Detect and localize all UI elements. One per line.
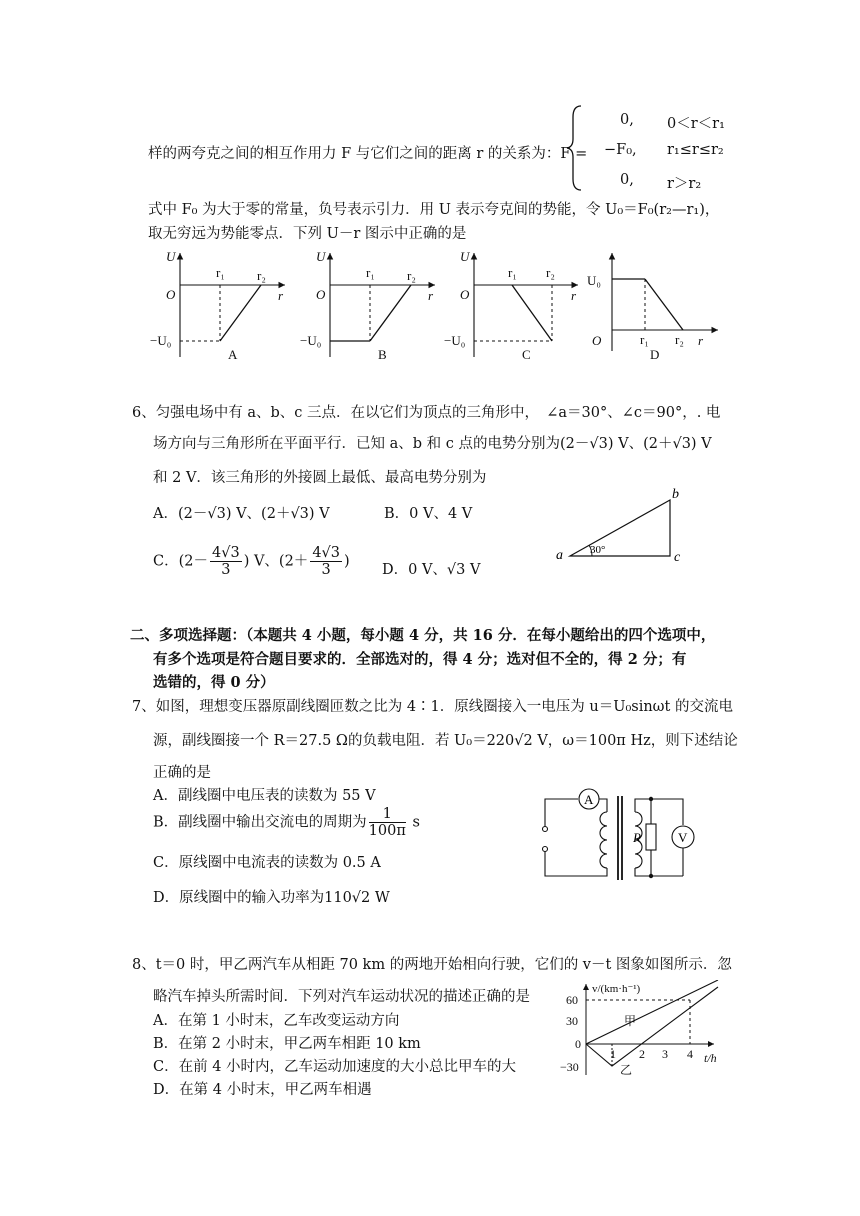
q7-option-c: C．原线圈中电流表的读数为 0.5 A <box>153 855 381 871</box>
vt-ytick-30: 30 <box>566 1014 578 1028</box>
section2-line3: 选错的，得 0 分） <box>153 674 275 691</box>
q6-optc-mid: ) V、(2＋ <box>243 553 309 570</box>
q6-line2: 场方向与三角形所在平面平行．已知 a、b 和 c 点的电势分别为(2－√3) V、(2＋√3) V <box>153 436 712 452</box>
q6-triangle <box>552 484 692 570</box>
graph-d-r2: r₂ <box>675 332 684 347</box>
intro-line2: 式中 F₀ 为大于零的常量，负号表示引力．用 U 表示夸克间的势能，令 U₀＝F₀(r₂—r₁)， <box>148 202 720 218</box>
q7-optb-unit: s <box>412 814 420 831</box>
vt-label-yi: 乙 <box>620 1063 633 1077</box>
q8-line1: 8、t＝0 时，甲乙两汽车从相距 70 km 的两地开始相向行驶，它们的 v－t 图象如图所示．忽 <box>132 957 732 973</box>
vt-ytick-neg30: −30 <box>560 1060 579 1074</box>
graph-b-label: B <box>378 347 387 362</box>
piecewise-cond-1: 0＜r＜r₁ <box>667 116 725 132</box>
q6-optc-pre: C．(2－ <box>153 553 208 570</box>
q6-optc-end: ) <box>344 553 350 570</box>
q6-option-c <box>153 545 350 578</box>
piecewise-brace <box>565 103 585 193</box>
q6-option-d: D．0 V、√3 V <box>382 562 481 578</box>
q8-option-d: D．在第 4 小时末，甲乙两车相遇 <box>153 1082 372 1098</box>
triangle-vertex-c: c <box>674 550 681 565</box>
graph-b-axis-u: U <box>316 249 326 264</box>
piecewise-value-1: 0, <box>620 112 634 128</box>
vt-line-yi <box>586 987 718 1066</box>
triangle-vertex-b: b <box>672 487 679 502</box>
vt-ytick-0: 0 <box>575 1037 581 1051</box>
vt-xtick-2: 2 <box>639 1047 645 1061</box>
triangle-vertex-a: a <box>556 548 563 563</box>
graph-d <box>587 253 718 362</box>
graph-b-r2: r₂ <box>407 268 416 283</box>
q6-optc-num2: 4√3 <box>312 545 341 561</box>
graph-c <box>444 249 578 362</box>
graph-d-r1: r₁ <box>640 332 649 347</box>
section2-line1: 二、多项选择题：（本题共 4 小题，每小题 4 分，共 16 分．在每小题给出的四个选项中， <box>130 627 716 644</box>
q6-line3: 和 2 V．该三角形的外接圆上最低、最高电势分别为 <box>153 470 487 486</box>
intro-line1: 样的两夸克之间的相互作用力 F 与它们之间的距离 r 的关系为：F = <box>148 146 588 162</box>
graph-c-r2: r₂ <box>546 265 555 280</box>
graph-a-label: A <box>228 347 238 362</box>
vt-ylabel: v/(km·h⁻¹) <box>592 983 641 995</box>
graph-b-neg-u0: −U₀ <box>300 333 322 348</box>
section2-line2: 有多个选项是符合题目要求的．全部选对的，得 4 分；选对但不全的，得 2 分；有 <box>153 651 687 668</box>
q8-line2: 略汽车掉头所需时间．下列对汽车运动状况的描述正确的是 <box>153 989 530 1005</box>
q7-optb-pre: B．副线圈中输出交流电的周期为 <box>153 814 367 831</box>
vt-xtick-3: 3 <box>662 1047 668 1061</box>
resistor-label: R <box>633 830 641 845</box>
q6-optc-den1: 3 <box>221 562 231 578</box>
q6-line1: 6、匀强电场中有 a、b、c 三点．在以它们为顶点的三角形中， ∠a＝30°、∠c＝90°，. 电 <box>132 405 721 421</box>
q7-option-b <box>153 806 420 839</box>
graph-d-axis-r: r <box>698 333 704 348</box>
voltmeter-label: V <box>678 830 688 845</box>
triangle-angle: 30° <box>590 544 606 556</box>
piecewise-cond-3: r＞r₂ <box>667 176 702 192</box>
q8-option-a: A．在第 1 小时末，乙车改变运动方向 <box>153 1013 400 1029</box>
q6-option-a: A．(2－√3) V、(2＋√3) V <box>153 506 330 522</box>
q6-option-b: B．0 V、4 V <box>384 506 473 522</box>
intro-line3: 取无穷远为势能零点．下列 U－r 图示中正确的是 <box>148 226 467 242</box>
ammeter-label: A <box>584 792 594 807</box>
graph-a-origin: O <box>166 287 176 302</box>
graph-b-axis-r: r <box>428 288 434 303</box>
graph-b-r1: r₁ <box>366 265 375 280</box>
q6-optc-frac1 <box>210 545 242 578</box>
q7-option-a: A．副线圈中电压表的读数为 55 V <box>153 788 376 804</box>
vt-xtick-4: 4 <box>687 1047 693 1061</box>
graph-c-axis-r: r <box>571 288 577 303</box>
q6-optc-num1: 4√3 <box>211 545 240 561</box>
q7-optb-num: 1 <box>369 806 406 823</box>
graph-b <box>300 249 435 362</box>
graph-a-axis-r: r <box>278 288 284 303</box>
q7-line2: 源，副线圈接一个 R＝27.5 Ω的负载电阻．若 U₀＝220√2 V，ω＝100π Hz，则下述结论 <box>153 733 738 749</box>
ur-graphs <box>140 245 730 370</box>
vt-xtick-1: 1 <box>610 1047 616 1061</box>
q8-vt-graph <box>556 980 736 1080</box>
q6-optc-den2: 3 <box>321 562 331 578</box>
piecewise-cond-2: r₁≤r≤r₂ <box>667 142 724 158</box>
graph-a <box>150 249 285 362</box>
graph-c-neg-u0: −U₀ <box>444 333 466 348</box>
q7-option-d: D．原线圈中的输入功率为110√2 W <box>153 890 390 906</box>
graph-c-origin: O <box>460 287 470 302</box>
graph-a-axis-u: U <box>166 249 176 264</box>
graph-d-label: D <box>650 347 660 362</box>
q7-line3: 正确的是 <box>153 765 211 781</box>
vt-label-jia: 甲 <box>624 1014 637 1028</box>
q7-line1: 7、如图，理想变压器原副线圈匝数之比为 4∶1．原线圈接入一电压为 u＝U₀sinωt 的交流电 <box>132 699 733 715</box>
q6-optc-frac2 <box>310 545 342 578</box>
graph-a-r2: r₂ <box>257 268 266 283</box>
q7-optb-frac <box>369 806 406 839</box>
q7-transformer-circuit <box>535 788 705 884</box>
graph-c-label: C <box>522 347 531 362</box>
graph-d-pos-u0: U₀ <box>587 273 601 288</box>
vt-xlabel: t/h <box>704 1051 717 1065</box>
graph-a-r1: r₁ <box>216 265 225 280</box>
piecewise-value-3: 0, <box>620 172 634 188</box>
graph-d-origin: O <box>592 333 602 348</box>
vt-ytick-60: 60 <box>566 993 578 1007</box>
graph-a-neg-u0: −U₀ <box>150 333 172 348</box>
graph-c-axis-u: U <box>460 249 470 264</box>
graph-c-r1: r₁ <box>508 265 517 280</box>
q7-optb-den: 100π <box>368 823 406 839</box>
q8-option-b: B．在第 2 小时末，甲乙两车相距 10 km <box>153 1036 421 1052</box>
graph-b-origin: O <box>316 287 326 302</box>
q8-option-c: C．在前 4 小时内，乙车运动加速度的大小总比甲车的大 <box>153 1059 517 1075</box>
piecewise-value-2: −F₀, <box>604 142 637 158</box>
